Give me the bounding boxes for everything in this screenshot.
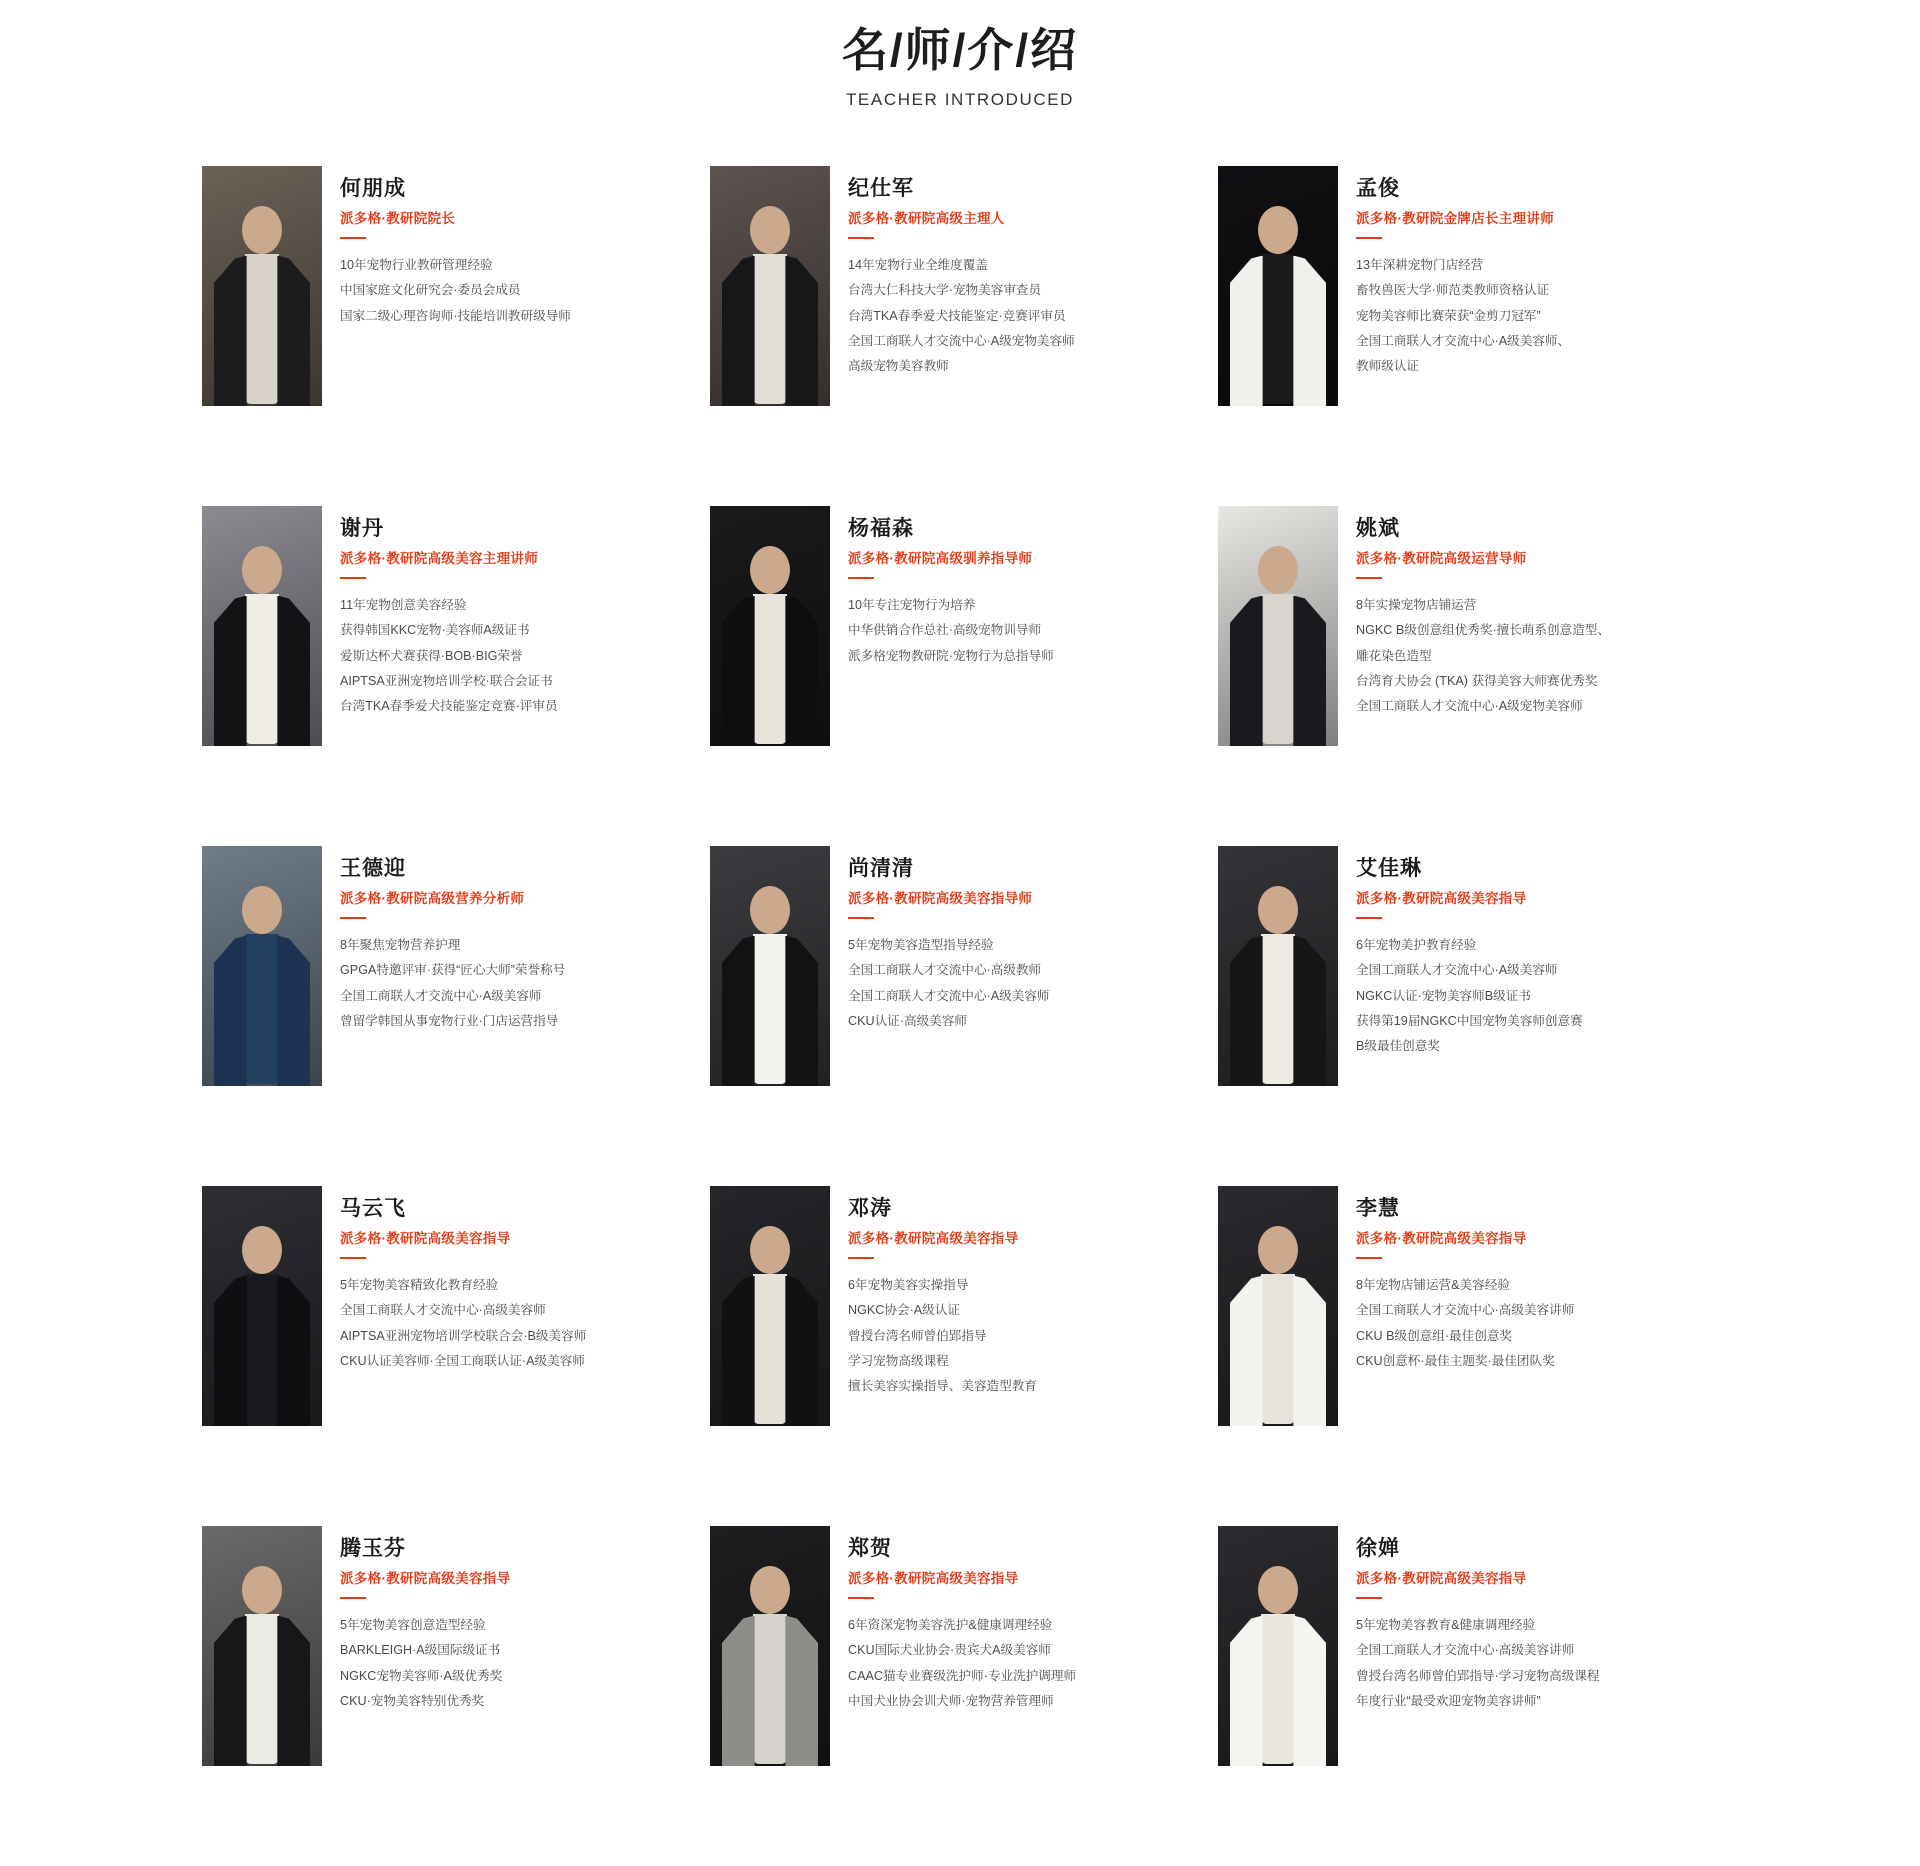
teacher-name: 谢丹	[340, 516, 384, 540]
teacher-card	[202, 1186, 702, 1526]
credential-item: 获得第19届NGKC中国宠物美容师创意赛	[1356, 1013, 1583, 1028]
photo-figure-shirt	[753, 1614, 787, 1764]
teacher-card	[202, 506, 702, 846]
teacher-info	[322, 506, 702, 720]
teacher-grid	[0, 166, 1920, 1866]
credential-item: CKU认证美容师·全国工商联认证·A级美容师	[340, 1353, 585, 1368]
teacher-credentials	[848, 1613, 1210, 1714]
photo-figure-head	[242, 206, 282, 254]
teacher-role: 派多格·教研院高级营养分析师	[340, 890, 525, 906]
teacher-name: 纪仕军	[848, 176, 914, 200]
credential-item: 5年宠物美容教育&健康调理经验	[1356, 1618, 1536, 1633]
credential-item: 台湾TKA春季爱犬技能鉴定·竞赛评审员	[848, 308, 1066, 323]
teacher-photo	[1218, 166, 1338, 406]
credential-item: 全国工商联人才交流中心·A级美容师	[1356, 963, 1558, 978]
credential-item: 学习宠物高级课程	[848, 1353, 949, 1368]
accent-divider	[848, 577, 874, 579]
credential-item: 6年宠物美护教育经验	[1356, 938, 1477, 953]
credential-item: 爱斯达杯犬赛获得·BOB·BIG荣誉	[340, 648, 523, 663]
credential-item: 国家二级心理咨询师·技能培训教研级导师	[340, 308, 571, 323]
accent-divider	[1356, 917, 1382, 919]
photo-figure-shirt	[1261, 254, 1295, 404]
teacher-card	[202, 166, 702, 506]
teacher-role: 派多格·教研院高级美容指导	[1356, 1570, 1527, 1586]
photo-figure-shirt	[753, 1274, 787, 1424]
teacher-credentials	[340, 1613, 702, 1714]
teacher-card	[1218, 846, 1718, 1186]
teacher-photo	[710, 166, 830, 406]
credential-item: 10年宠物行业教研管理经验	[340, 258, 493, 273]
credential-item: 5年宠物美容创意造型经验	[340, 1618, 486, 1633]
credential-item: 10年专注宠物行为培养	[848, 598, 976, 613]
credential-item: 雕花染色造型	[1356, 648, 1432, 663]
teacher-role: 派多格·教研院高级主理人	[848, 210, 1005, 226]
credential-item: AIPTSA亚洲宠物培训学校·联合会证书	[340, 673, 553, 688]
teacher-card	[1218, 1526, 1718, 1866]
credential-item: AIPTSA亚洲宠物培训学校联合会·B级美容师	[340, 1328, 587, 1343]
teacher-photo	[202, 846, 322, 1086]
page-header	[0, 22, 1920, 110]
teacher-name: 郑贺	[848, 1536, 892, 1560]
credential-item: 全国工商联人才交流中心·高级美容师	[340, 1303, 546, 1318]
credential-item: 教师级认证	[1356, 358, 1419, 373]
credential-item: 台湾育犬协会 (TKA) 获得美容大师赛优秀奖	[1356, 673, 1598, 688]
teacher-info	[1338, 1526, 1718, 1714]
teacher-info	[322, 166, 702, 329]
photo-figure-head	[242, 1226, 282, 1274]
credential-item: 5年宠物美容造型指导经验	[848, 938, 994, 953]
teacher-card	[1218, 1186, 1718, 1526]
photo-figure-shirt	[245, 1274, 279, 1424]
teacher-role: 派多格·教研院高级美容指导	[1356, 890, 1527, 906]
credential-item: CKU认证·高级美容师	[848, 1013, 967, 1028]
teacher-photo	[710, 506, 830, 746]
teacher-name: 马云飞	[340, 1196, 406, 1220]
teacher-card	[710, 166, 1210, 506]
teacher-photo	[202, 1526, 322, 1766]
accent-divider	[340, 1597, 366, 1599]
photo-figure-head	[242, 546, 282, 594]
teacher-photo	[202, 506, 322, 746]
accent-divider	[340, 577, 366, 579]
photo-figure-shirt	[1261, 1614, 1295, 1764]
teacher-credentials	[340, 593, 702, 719]
credential-item: CAAC猫专业赛级洗护师·专业洗护调理师	[848, 1668, 1077, 1683]
teacher-name: 尚清清	[848, 856, 914, 880]
teacher-role: 派多格·教研院院长	[340, 210, 456, 226]
teacher-role: 派多格·教研院金牌店长主理讲师	[1356, 210, 1554, 226]
teacher-credentials	[848, 253, 1210, 379]
credential-item: 曾授台湾名师曾伯郢指导	[848, 1328, 987, 1343]
credential-item: 全国工商联人才交流中心·高级美容讲师	[1356, 1643, 1575, 1658]
photo-figure-head	[750, 1566, 790, 1614]
accent-divider	[1356, 577, 1382, 579]
credential-item: 高级宠物美容教师	[848, 358, 949, 373]
teacher-photo	[202, 166, 322, 406]
teacher-info	[830, 1526, 1210, 1714]
page-subtitle: TEACHER INTRODUCED	[845, 89, 1075, 109]
credential-item: 全国工商联人才交流中心·高级美容讲师	[1356, 1303, 1575, 1318]
photo-figure-head	[1258, 1566, 1298, 1614]
photo-figure-head	[242, 1566, 282, 1614]
teacher-name: 腾玉芬	[340, 1536, 406, 1560]
credential-item: 全国工商联人才交流中心·A级宠物美容师	[848, 333, 1075, 348]
accent-divider	[848, 1257, 874, 1259]
credential-item: BARKLEIGH·A级国际级证书	[340, 1643, 501, 1658]
credential-item: 年度行业“最受欢迎宠物美容讲师”	[1356, 1693, 1541, 1708]
teacher-photo	[202, 1186, 322, 1426]
photo-figure-head	[1258, 206, 1298, 254]
photo-figure-shirt	[1261, 1274, 1295, 1424]
teacher-name: 孟俊	[1356, 176, 1400, 200]
teacher-card	[1218, 506, 1718, 846]
teacher-role: 派多格·教研院高级美容指导	[848, 1570, 1019, 1586]
accent-divider	[340, 917, 366, 919]
teacher-name: 姚斌	[1356, 516, 1400, 540]
teacher-info	[322, 846, 702, 1034]
teacher-name: 杨福森	[848, 516, 914, 540]
teacher-name: 何朋成	[340, 176, 406, 200]
accent-divider	[848, 917, 874, 919]
credential-item: 13年深耕宠物门店经营	[1356, 258, 1484, 273]
teacher-credentials	[1356, 253, 1718, 379]
teacher-role: 派多格·教研院高级美容主理讲师	[340, 550, 538, 566]
accent-divider	[340, 237, 366, 239]
teacher-credentials	[848, 1273, 1210, 1399]
teacher-credentials	[1356, 593, 1718, 719]
credential-item: 台湾大仁科技大学·宠物美容审查员	[848, 283, 1042, 298]
credential-item: 11年宠物创意美容经验	[340, 598, 467, 613]
credential-item: GPGA特邀评审·获得“匠心大师”荣誉称号	[340, 963, 566, 978]
credential-item: 获得韩国KKC宠物·美容师A级证书	[340, 623, 530, 638]
credential-item: 全国工商联人才交流中心·A级美容师	[340, 988, 542, 1003]
teacher-info	[830, 166, 1210, 380]
credential-item: 畜牧兽医大学·师范类教师资格认证	[1356, 283, 1550, 298]
photo-figure-head	[750, 1226, 790, 1274]
credential-item: CKU·宠物美容特别优秀奖	[340, 1693, 485, 1708]
photo-figure-head	[750, 206, 790, 254]
teacher-credentials	[1356, 933, 1718, 1059]
teacher-role: 派多格·教研院高级运营导师	[1356, 550, 1527, 566]
teacher-photo	[1218, 846, 1338, 1086]
photo-figure-shirt	[245, 1614, 279, 1764]
photo-figure-head	[1258, 1226, 1298, 1274]
teacher-role: 派多格·教研院高级美容指导	[340, 1230, 511, 1246]
credential-item: CKU B级创意组·最佳创意奖	[1356, 1328, 1513, 1343]
photo-figure-shirt	[753, 934, 787, 1084]
teacher-name: 艾佳琳	[1356, 856, 1422, 880]
credential-item: NGKC认证·宠物美容师B级证书	[1356, 988, 1531, 1003]
teacher-credentials	[340, 253, 702, 329]
teacher-info	[322, 1526, 702, 1714]
teacher-credentials	[848, 593, 1210, 669]
teacher-info	[1338, 166, 1718, 380]
accent-divider	[1356, 237, 1382, 239]
credential-item: 5年宠物美容精致化教育经验	[340, 1278, 499, 1293]
teacher-photo	[1218, 506, 1338, 746]
teacher-name: 李慧	[1356, 1196, 1400, 1220]
photo-figure-head	[1258, 886, 1298, 934]
teacher-name: 邓涛	[848, 1196, 892, 1220]
teacher-role: 派多格·教研院高级美容指导	[1356, 1230, 1527, 1246]
teacher-card	[202, 1526, 702, 1866]
teacher-info	[1338, 506, 1718, 720]
credential-item: 8年宠物店铺运营&美容经验	[1356, 1278, 1510, 1293]
teacher-role: 派多格·教研院高级美容指导	[340, 1570, 511, 1586]
credential-item: 14年宠物行业全维度覆盖	[848, 258, 988, 273]
teacher-role: 派多格·教研院高级驯养指导师	[848, 550, 1033, 566]
photo-figure-shirt	[1261, 934, 1295, 1084]
credential-item: 中国犬业协会训犬师·宠物营养管理师	[848, 1693, 1054, 1708]
teacher-credentials	[340, 933, 702, 1034]
page-title: 名/师/介/绍	[841, 24, 1079, 76]
accent-divider	[1356, 1257, 1382, 1259]
credential-item: CKU创意杯·最佳主题奖·最佳团队奖	[1356, 1353, 1555, 1368]
credential-item: 6年宠物美容实操指导	[848, 1278, 969, 1293]
teacher-info	[830, 846, 1210, 1034]
teacher-name: 王德迎	[340, 856, 406, 880]
accent-divider	[1356, 1597, 1382, 1599]
photo-figure-head	[1258, 546, 1298, 594]
teacher-info	[322, 1186, 702, 1374]
teacher-info	[830, 506, 1210, 669]
teacher-card	[710, 846, 1210, 1186]
credential-item: NGKC B级创意组优秀奖·擅长萌系创意造型、	[1356, 623, 1610, 638]
credential-item: 全国工商联人才交流中心·高级教师	[848, 963, 1042, 978]
photo-figure-shirt	[753, 594, 787, 744]
credential-item: CKU国际犬业协会·贵宾犬A级美容师	[848, 1643, 1051, 1658]
credential-item: 中华供销合作总社·高级宠物训导师	[848, 623, 1042, 638]
credential-item: 派多格宠物教研院·宠物行为总指导师	[848, 648, 1054, 663]
photo-figure-shirt	[753, 254, 787, 404]
credential-item: 8年实操宠物店铺运营	[1356, 598, 1477, 613]
credential-item: 8年聚焦宠物营养护理	[340, 938, 461, 953]
photo-figure-head	[750, 546, 790, 594]
accent-divider	[340, 1257, 366, 1259]
teacher-credentials	[340, 1273, 702, 1374]
credential-item: 6年资深宠物美容洗护&健康调理经验	[848, 1618, 1053, 1633]
teacher-role: 派多格·教研院高级美容指导师	[848, 890, 1033, 906]
photo-figure-shirt	[245, 254, 279, 404]
teacher-photo	[710, 1186, 830, 1426]
teacher-credentials	[1356, 1613, 1718, 1714]
teacher-card	[710, 1526, 1210, 1866]
credential-item: 台湾TKA春季爱犬技能鉴定竞赛·评审员	[340, 698, 558, 713]
photo-figure-head	[750, 886, 790, 934]
teacher-role: 派多格·教研院高级美容指导	[848, 1230, 1019, 1246]
accent-divider	[848, 237, 874, 239]
credential-item: 中国家庭文化研究会·委员会成员	[340, 283, 521, 298]
credential-item: 全国工商联人才交流中心·A级美容师、	[1356, 333, 1571, 348]
credential-item: 宠物美容师比赛荣获“金剪刀冠军”	[1356, 308, 1541, 323]
teacher-credentials	[1356, 1273, 1718, 1374]
teacher-card	[202, 846, 702, 1186]
photo-figure-head	[242, 886, 282, 934]
photo-figure-shirt	[245, 934, 279, 1084]
credential-item: NGKC协会·A级认证	[848, 1303, 960, 1318]
photo-figure-shirt	[245, 594, 279, 744]
teacher-info	[830, 1186, 1210, 1400]
credential-item: NGKC宠物美容师·A级优秀奖	[340, 1668, 503, 1683]
teacher-photo	[710, 1526, 830, 1766]
teacher-card	[710, 1186, 1210, 1526]
teacher-photo	[710, 846, 830, 1086]
teacher-name: 徐婵	[1356, 1536, 1400, 1560]
teacher-info	[1338, 1186, 1718, 1374]
teacher-info	[1338, 846, 1718, 1060]
teacher-credentials	[848, 933, 1210, 1034]
teacher-card	[1218, 166, 1718, 506]
credential-item: B级最佳创意奖	[1356, 1038, 1440, 1053]
teacher-card	[710, 506, 1210, 846]
teacher-photo	[1218, 1186, 1338, 1426]
credential-item: 全国工商联人才交流中心·A级宠物美容师	[1356, 698, 1583, 713]
credential-item: 曾留学韩国从事宠物行业·门店运营指导	[340, 1013, 559, 1028]
accent-divider	[848, 1597, 874, 1599]
credential-item: 曾授台湾名师曾伯郢指导·学习宠物高级课程	[1356, 1668, 1600, 1683]
teacher-photo	[1218, 1526, 1338, 1766]
photo-figure-shirt	[1261, 594, 1295, 744]
credential-item: 擅长美容实操指导、美容造型教育	[848, 1378, 1037, 1393]
credential-item: 全国工商联人才交流中心·A级美容师	[848, 988, 1050, 1003]
